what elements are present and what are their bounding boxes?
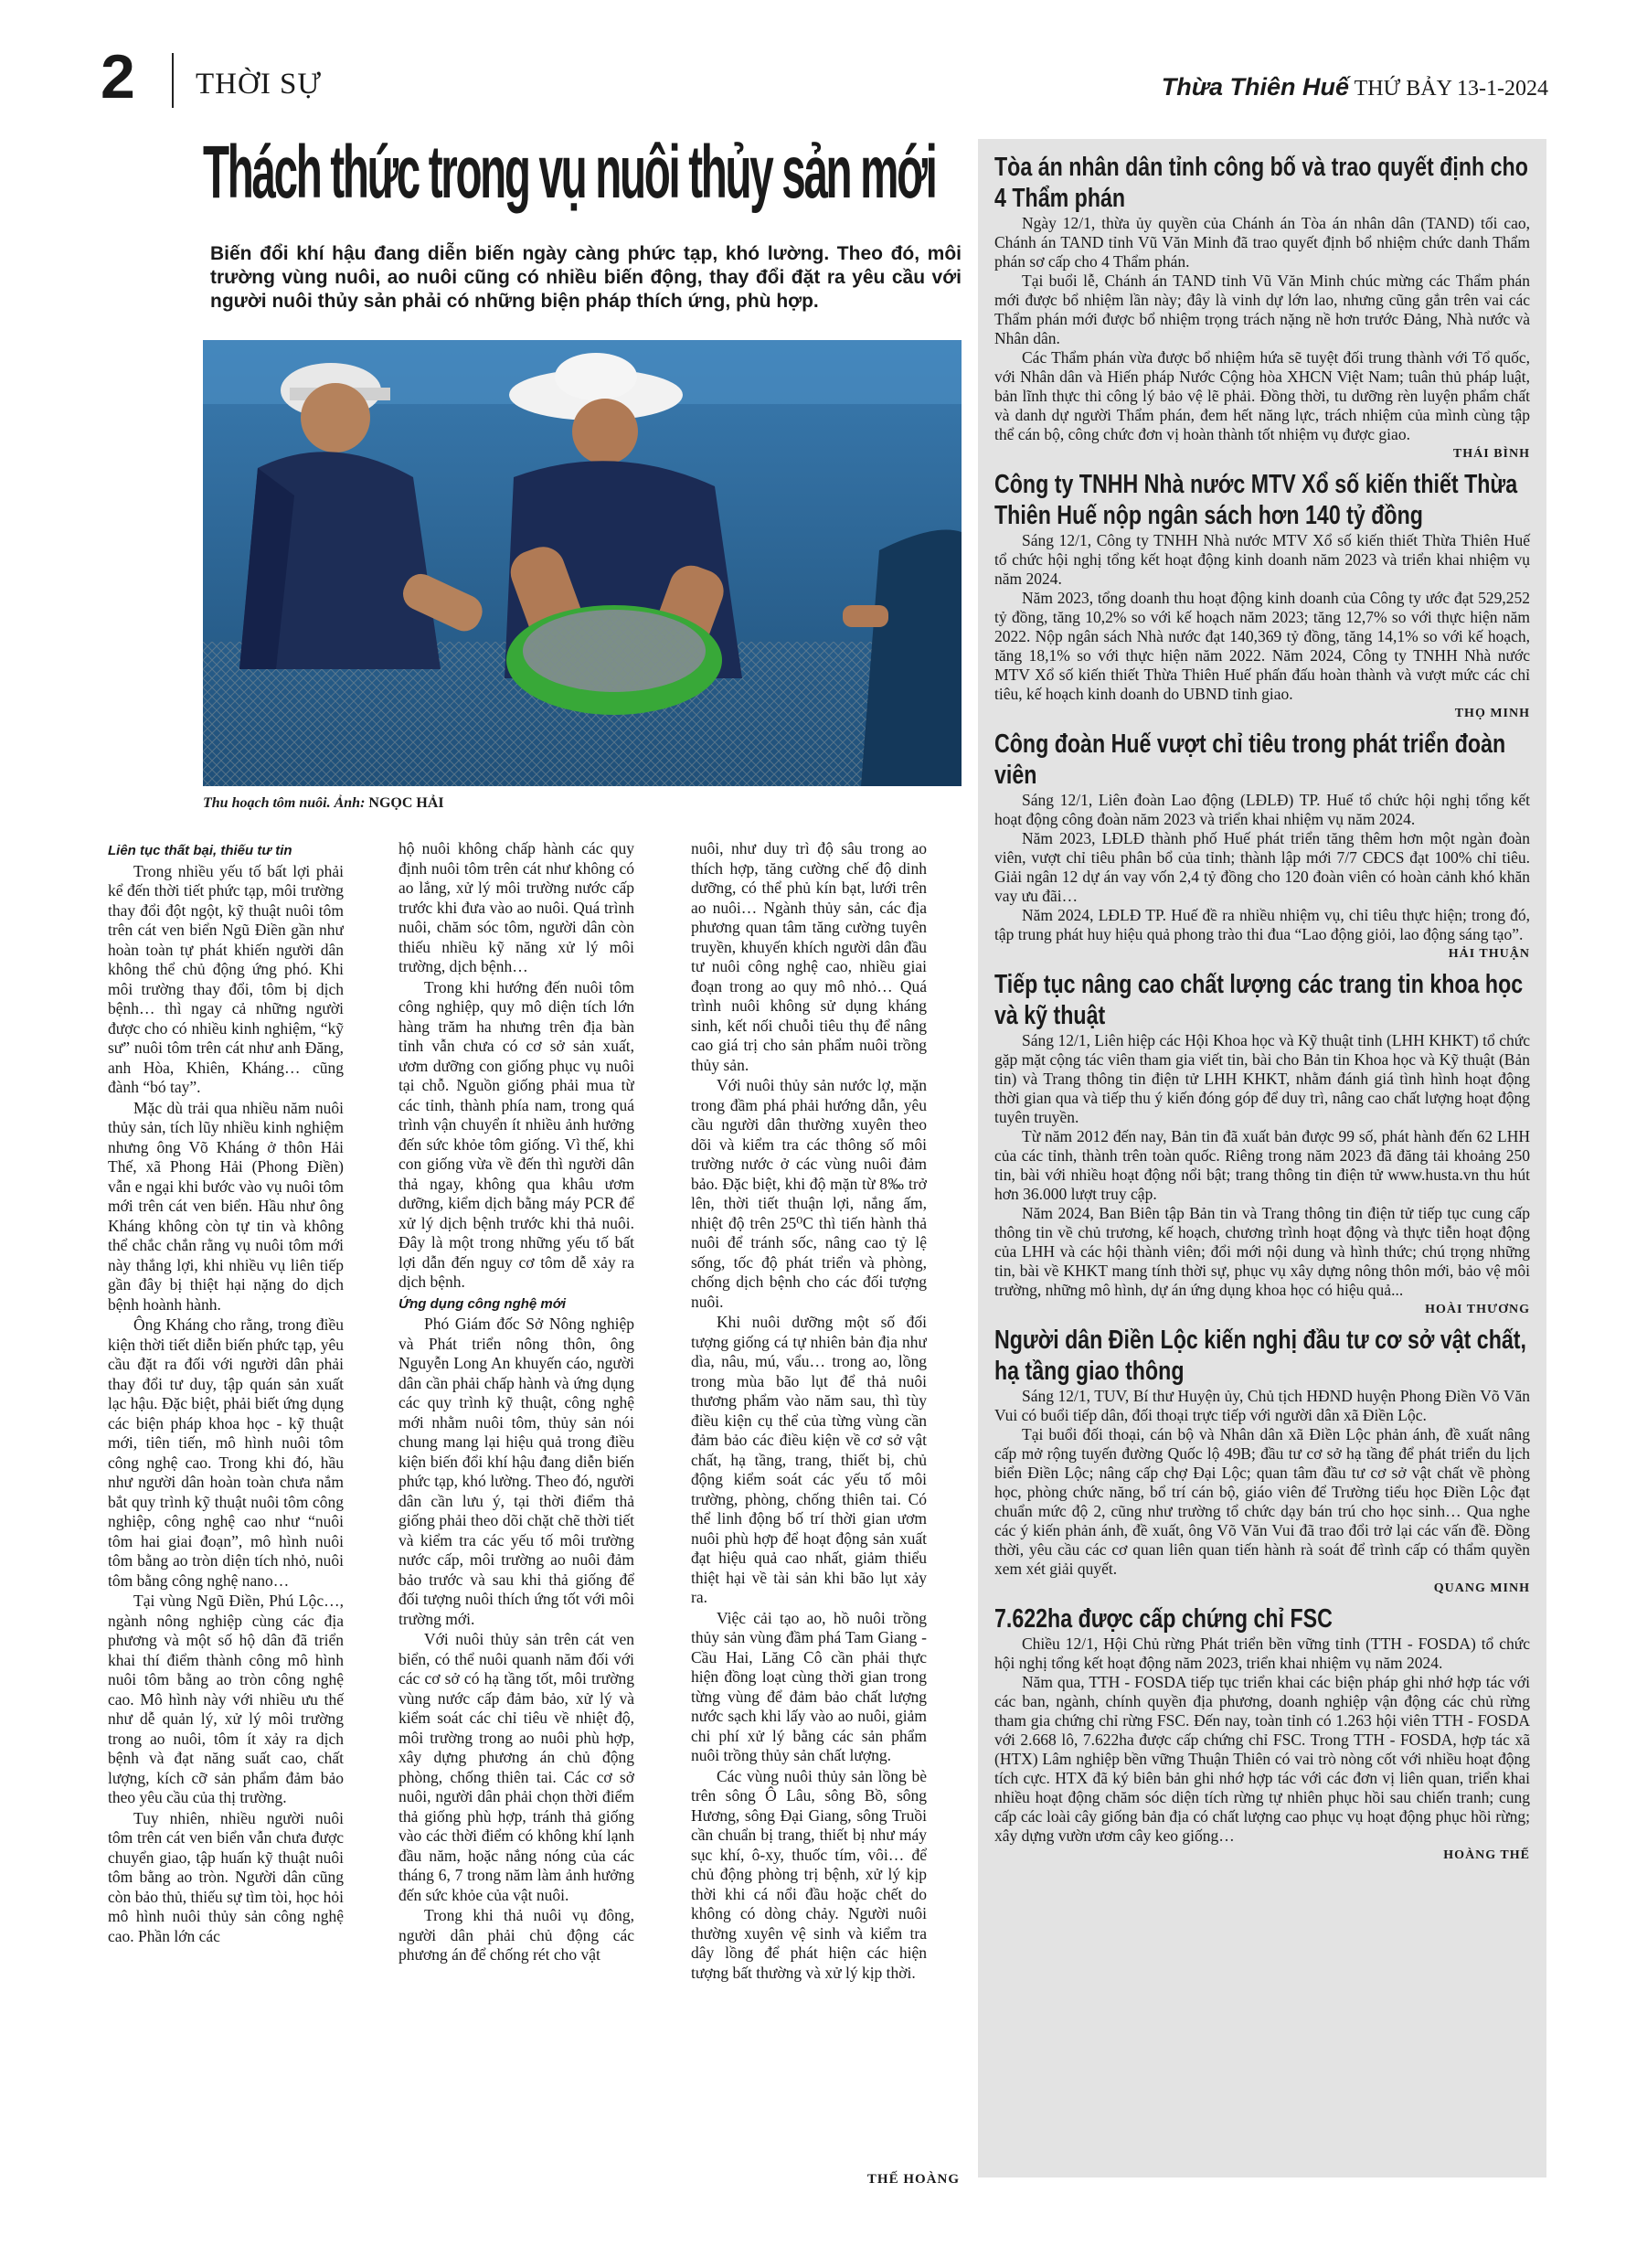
paragraph: Năm 2024, LĐLĐ TP. Huế đề ra nhiều nhiệm vụ, chỉ tiêu thực hiện; trong đó, tập trung phát huy hiệu quả phong trào thi đua “Lao động giỏi, lao động sáng tạo”.: [994, 906, 1530, 943]
main-column-3: [691, 839, 927, 2169]
masthead: [101, 44, 1548, 117]
news-brief-column: [978, 139, 1546, 2177]
photo-credit: NGỌC HẢI: [368, 795, 444, 811]
paragraph: Sáng 12/1, Liên hiệp các Hội Khoa học và Kỹ thuật tỉnh (LHH KHKT) tổ chức gặp mặt cộng tác viên tham gia viết tin, bài cho Bản tin Khoa học và Kỹ thuật (Bản tin) và Trang thông tin điện tử LHH KHKT, nhằm đánh giá tình hình hoạt động thời gian qua và tiếp thu ý kiến đóng góp để duy trì, nâng cao chất lượng hoạt động tuyên truyền.: [994, 1031, 1530, 1126]
news-body: [994, 531, 1530, 704]
article-photo: [203, 340, 962, 786]
paragraph: Chiều 12/1, Hội Chủ rừng Phát triển bền vững tỉnh (TTH - FOSDA) tổ chức hội nghị tổng kết hoạt động năm 2023, triển khai nhiệm vụ năm 2024.: [994, 1634, 1530, 1672]
paragraph: Trong khi hướng đến nuôi tôm công nghiệp, quy mô diện tích lớn hàng trăm ha nhưng trên địa bàn tỉnh vẫn chưa có cơ sở sản xuất, ươm dưỡng con giống phục vụ nuôi tại chỗ. Nguồn giống phải mua từ các tỉnh, thành phía nam, trong quá trình vận chuyển ít nhiều ảnh hưởng đến sức khỏe tôm giống. Vì thế, khi con giống vừa về đến thì người dân thả ngay, không qua khâu ươm dưỡng, kiểm dịch bằng máy PCR để xử lý dịch bệnh trước khi thả nuôi. Đây là một trong những yếu tố bất lợi dẫn đến nguy cơ tôm dễ xảy ra dịch bệnh.: [398, 977, 634, 1291]
newspaper-name: Thừa Thiên Huế: [1161, 73, 1350, 101]
news-item: [994, 1603, 1530, 1863]
news-body: [994, 214, 1530, 444]
paragraph: Với nuôi thủy sản trên cát ven biển, có thể nuôi quanh năm đối với các cơ sở có hạ tầng tốt, môi trường vùng nước cấp đảm bảo, xử lý và kiểm soát các chỉ tiêu về nhiệt độ, môi trường trong ao nuôi phù hợp, xây dựng phương án chủ động phòng, chống thiên tai. Các cơ sở nuôi, người dân phải chọn thời điểm thả giống phù hợp, tránh thả giống vào các thời điểm có không khí lạnh đầu năm, hoặc nắng nóng của các tháng 6, 7 trong năm làm ảnh hưởng đến sức khỏe của vật nuôi.: [398, 1630, 634, 1904]
main-headline: Thách thức trong vụ nuôi thủy sản mới: [203, 131, 936, 214]
main-column-1: [108, 839, 344, 2169]
news-title: Công ty TNHH Nhà nước MTV Xổ số kiến thiết Thừa Thiên Huế nộp ngân sách hơn 140 tỷ đồng: [994, 470, 1518, 530]
paragraph: hộ nuôi không chấp hành các quy định nuôi tôm trên cát như không có ao lắng, xử lý môi trường nước cấp trước khi đưa vào ao nuôi. Quá trình nuôi, chăm sóc tôm, người dân còn thiếu nhiều kỹ năng xử lý môi trường, dịch bệnh…: [398, 839, 634, 975]
paragraph: Với nuôi thủy sản nước lợ, mặn trong đầm phá phải hướng dẫn, yêu cầu người dân thường xuyên theo dõi và kiểm tra các thông số môi trường nước ở các vùng nuôi đảm bảo. Đặc biệt, khi độ mặn từ 8‰ trở lên, thời tiết thuận lợi, nắng ấm, nhiệt độ trên 25⁰C thì tiến hành thả nuôi để tránh sốc, nâng cao tỷ lệ sống, tốc độ phát triển và phòng, chống dịch bệnh cho các đối tượng nuôi.: [691, 1076, 927, 1311]
news-item: [994, 1325, 1530, 1596]
page-number: 2: [101, 42, 135, 112]
paragraph: Tại buổi lễ, Chánh án TAND tỉnh Vũ Văn Minh chúc mừng các Thẩm phán mới được bổ nhiệm lần này; đây là vinh dự lớn lao, nhưng cũng gắn trên vai các Thẩm phán mới được bổ nhiệm trọng trách nặng nề hơn trước Đảng, Nhà nước và Nhân dân.: [994, 272, 1530, 347]
paragraph: Trong nhiều yếu tố bất lợi phải kể đến thời tiết phức tạp, môi trường thay đổi đột ngột, kỹ thuật nuôi tôm trên cát ven biển Ngũ Điền gần như hoàn toàn tự phát khiến người dân không thể chủ động ứng phó. Khi môi trường thay đổi, tôm bị dịch bệnh… thì ngay cả những người được cho có nhiều kinh nghiệm, “kỹ sư” nuôi tôm trên cát như anh Đăng, anh Hòa, Khiên, Kháng… cũng đành “bó tay”.: [108, 861, 344, 1096]
news-body: [994, 791, 1530, 944]
paragraph: Sáng 12/1, Công ty TNHH Nhà nước MTV Xổ số kiến thiết Thừa Thiên Huế tổ chức hội nghị tổng kết hoạt động kinh doanh năm 2023 và triển khai nhiệm vụ năm 2024.: [994, 531, 1530, 588]
photo-caption: [203, 795, 444, 812]
caption-text: Thu hoạch tôm nuôi. Ảnh:: [203, 795, 366, 811]
paragraph: Năm 2023, tổng doanh thu hoạt động kinh doanh của Công ty ước đạt 529,252 tỷ đồng, tăng 10,2% so với kế hoạch năm 2023; tăng 12,7% so với thực hiện năm 2022. Nộp ngân sách Nhà nước đạt 140,369 tỷ đồng, tăng 14,1% so với kế hoạch, tăng 18,1% so với thực hiện năm 2022. Năm 2024, Công ty TNHH Nhà nước MTV Xổ số kiến thiết Thừa Thiên Huế phấn đấu hoàn thành và vượt mức các chỉ tiêu, kế hoạch kinh doanh do UBND tỉnh giao.: [994, 589, 1530, 703]
newspaper-brand: [1162, 73, 1548, 101]
paragraph: Phó Giám đốc Sở Nông nghiệp và Phát triển nông thôn, ông Nguyễn Long An khuyến cáo, người dân cần phải chấp hành và ứng dụng các quy trình kỹ thuật, công nghệ mới nhằm nuôi tôm, thủy sản nói chung mang lại hiệu quả trong điều kiện biến đổi khí hậu đang diễn biến phức tạp, khó lường. Theo đó, người dân cần lưu ý, tại thời điểm thả giống phải theo dõi chặt chẽ thời tiết và kiểm tra các yếu tố môi trường nước cấp, môi trường ao nuôi đảm bảo trước và sau khi thả giống để đối tượng nuôi thích ứng tốt với môi trường mới.: [398, 1315, 634, 1628]
main-column-2: [398, 839, 634, 2169]
paragraph: Từ năm 2012 đến nay, Bản tin đã xuất bản được 99 số, phát hành đến 62 LHH của các tỉnh, thành trên toàn quốc. Riêng trong năm 2023 đã đăng tải khoảng 250 tin, bài với nhiều hoạt động nổi bật; trang thông tin điện tử www.husta.vn thu hút hơn 36.000 lượt truy cập.: [994, 1127, 1530, 1203]
paragraph: Các vùng nuôi thủy sản lồng bè trên sông Ô Lâu, sông Bồ, sông Hương, sông Đại Giang, sông Truồi cần chuẩn bị trang, thiết bị như máy sục khí, ô-xy, thuốc tím, vôi… để chủ động phòng trị bệnh, xử lý kịp thời khi cá nổi đầu hoặc chết do không có dòng chảy. Người nuôi thường xuyên vệ sinh và kiểm tra dây lồng để phát hiện các hiện tượng bất thường và xử lý kịp thời.: [691, 1766, 927, 1982]
paragraph: Trong khi thả nuôi vụ đông, người dân phải chủ động các phương án để chống rét cho vật: [398, 1906, 634, 1964]
paragraph: Sáng 12/1, Liên đoàn Lao động (LĐLĐ) TP. Huế tổ chức hội nghị tổng kết hoạt động công đoàn năm 2023 và triển khai nhiệm vụ năm 2024.: [994, 791, 1530, 828]
paragraph: Các Thẩm phán vừa được bổ nhiệm hứa sẽ tuyệt đối trung thành với Tổ quốc, với Nhân dân và Hiến pháp Nước Cộng hòa XHCN Việt Nam; tuân thủ pháp luật, bản lĩnh thực thi công lý bảo vệ lẽ phải. Đồng thời, tu dưỡng rèn luyện phẩm chất và danh dự người Thẩm phán, đem hết năng lực, trách nhiệm của mình cùng tập thể cán bộ, công chức đơn vị hoàn thành tốt nhiệm vụ được giao.: [994, 348, 1530, 443]
section-title: THỜI SỰ: [196, 68, 323, 101]
shrimp-basket: [506, 605, 722, 715]
subhead-2: Ứng dụng công nghệ mới: [398, 1295, 567, 1312]
news-byline: THÁI BÌNH: [1452, 447, 1530, 461]
paragraph: Tuy nhiên, nhiều người nuôi tôm trên cát ven biển vẫn chưa được chuyển giao, tập huấn kỹ thuật nuôi tôm bằng ao tròn. Người dân cũng còn bảo thủ, thiếu sự tìm tòi, học hỏi mô hình nuôi thủy sản công nghệ cao. Phần lớn các: [108, 1808, 344, 1945]
news-body: [994, 1634, 1530, 1846]
paragraph: Tại buổi đối thoại, cán bộ và Nhân dân xã Điền Lộc phản ánh, đề xuất nâng cấp mở rộng tuyến đường Quốc lộ 49B; đầu tư cơ sở hạ tầng để phát triển du lịch biển Điền Lộc; nâng cấp chợ Đại Lộc; quan tâm đầu tư cơ sở vật chất về phòng học, phòng chức năng, bổ trí cán bộ, giáo viên để Trường tiểu học Điền Lộc đạt chuẩn mức độ 2, cũng như trường tổ chức dạy bán trú cho học sinh… Qua nghe các ý kiến phản ánh, đề xuất, ông Võ Văn Vui đã trao đổi trở lại các vấn đề. Đồng thời, yêu cầu các cơ quan liên quan tiến hành rà soát để trình cấp có thẩm quyền xem xét giải quyết.: [994, 1425, 1530, 1578]
paragraph: Năm 2024, Ban Biên tập Bản tin và Trang thông tin điện tử tiếp tục cung cấp thông tin về chủ trương, kế hoạch, chương trình hoạt động và thực tiễn hoạt động của LHH và các hội thành viên; đổi mới nội dung và hình thức; chú trọng những tin, bài về KHKT mang tính thời sự, phục vụ xây dựng nông thôn mới, bảo vệ môi trường, những mô hình, dự án ứng dụng khoa học có hiệu quả...: [994, 1204, 1530, 1299]
news-byline: QUANG MINH: [1433, 1581, 1530, 1595]
news-title: Tiếp tục nâng cao chất lượng các trang tin khoa học và kỹ thuật: [994, 970, 1524, 1030]
paragraph: Năm 2023, LĐLĐ thành phố Huế phát triển tăng thêm hơn một ngàn đoàn viên, vượt chỉ tiêu phân bổ của tỉnh; thành lập mới 7/7 CĐCS đạt 100% chỉ tiêu. Giải ngân 12 dự án vay vốn 2,4 tỷ đồng cho 120 đoàn viên có hoàn cảnh khó khăn vay ưu đãi…: [994, 829, 1530, 905]
news-body: [994, 1031, 1530, 1300]
paragraph: nuôi, như duy trì độ sâu trong ao thích hợp, tăng cường chế độ dinh dưỡng, có thể phủ kín bạt, lưới trên ao nuôi… Ngành thủy sản, các địa phương quan tâm tăng cường tuyên truyền, khuyến khích người dân đầu tư nuôi công nghệ cao, nhiều giai đoạn trong ao quy mô nhỏ… Quá trình nuôi không sử dụng kháng sinh, kết nối chuỗi tiêu thụ để nâng cao giá trị cho sản phẩm nuôi trồng thủy sản.: [691, 839, 927, 1074]
news-item: [994, 729, 1530, 962]
paragraph: Sáng 12/1, TUV, Bí thư Huyện ủy, Chủ tịch HĐND huyện Phong Điền Võ Văn Vui có buổi tiếp dân, đối thoại trực tiếp với người dân xã Điền Lộc.: [994, 1387, 1530, 1424]
paragraph: Tại vùng Ngũ Điền, Phú Lộc…, ngành nông nghiệp cùng các địa phương và một số hộ dân đã triển khai thí điểm thành công mô hình nuôi tôm bằng ao tròn công nghệ cao. Mô hình này với nhiều ưu thế như dễ quản lý, xử lý môi trường trong ao nuôi, tôm ít xảy ra dịch bệnh và đạt năng suất cao, chất lượng, kích cỡ sản phẩm đảm bảo theo yêu cầu của thị trường.: [108, 1592, 344, 1806]
paragraph: Mặc dù trải qua nhiều năm nuôi thủy sản, tích lũy nhiều kinh nghiệm nhưng ông Võ Kháng ở thôn Hải Thế, xã Phong Hải (Phong Điền) vẫn e ngại khi bước vào vụ nuôi tôm mới trên cát ven biển. Hầu như ông Kháng không còn tự tin và không thể chắc chắn rằng vụ nuôi tôm mới này thắng lợi, khi nhiều vụ liên tiếp gần đây bị thiệt hại nặng do dịch bệnh hoành hành.: [108, 1098, 344, 1314]
paragraph: Khi nuôi dưỡng một số đối tượng giống cá tự nhiên bản địa như dìa, nâu, mú, vẩu… trong ao, lồng trong mùa bão lụt để thả nuôi thương phẩm vào năm sau, thì tùy điều kiện cụ thể của từng vùng cần đảm bảo các điều kiện về cơ sở vật chất, hạ tầng, trang, thiết bị, chủ động kiểm soát các yếu tố môi trường, phòng, chống thiên tai. Có thể linh động bố trí thời gian ươm nuôi phù hợp để hoạt động sản xuất đạt hiệu quả cao nhất, giảm thiểu thiệt hại về tài sản khi bão lụt xảy ra.: [691, 1313, 927, 1606]
main-sapo: Biến đổi khí hậu đang diễn biến ngày càng phức tạp, khó lường. Theo đó, môi trường vùng nuôi, ao nuôi cũng có nhiều biến động, thay đổi đặt ra yêu cầu với người nuôi thủy sản phải có những biện pháp thích ứng, phù hợp.: [210, 243, 962, 312]
paragraph: Việc cải tạo ao, hồ nuôi trồng thủy sản vùng đầm phá Tam Giang - Cầu Hai, Lăng Cô cần phải thực hiện đồng loạt cùng thời gian trong từng vùng để đảm bảo chất lượng nước sạch khi lấy vào ao nuôi, giảm chi phí xử lý bằng các sản phẩm nuôi trồng thủy sản chất lượng.: [691, 1608, 927, 1764]
news-byline: HẢI THUẬN: [1448, 947, 1530, 961]
paragraph: Ngày 12/1, thừa ủy quyền của Chánh án Tòa án nhân dân (TAND) tối cao, Chánh án TAND tỉnh Vũ Văn Minh đã trao quyết định bổ nhiệm chức danh Thẩm phán sơ cấp cho 4 Thẩm phán.: [994, 214, 1530, 271]
news-byline: HOÀNG THẾ: [1443, 1848, 1530, 1862]
news-title: Tòa án nhân dân tỉnh công bố và trao quyết định cho 4 Thẩm phán: [994, 153, 1528, 213]
paragraph: Ông Kháng cho rằng, trong điều kiện thời tiết diễn biến phức tạp, yêu cầu đặt ra đối với người dân phải thay đổi tư duy, tập quán sản xuất lạc hậu. Đặc biệt, phải biết ứng dụng các biện pháp khoa học - kỹ thuật mới, tiên tiến, mô hình nuôi tôm công nghệ cao. Trong khi đó, hầu như người dân hoàn toàn chưa nắm bắt quy trình kỹ thuật nuôi tôm công nghiệp, công nghệ cao như “nuôi tôm hai giai đoạn”, mô hình nuôi tôm bằng ao tròn diện tích nhỏ, nuôi tôm bằng công nghệ nano…: [108, 1315, 344, 1590]
news-title: Người dân Điền Lộc kiến nghị đầu tư cơ sở vật chất, hạ tầng giao thông: [994, 1326, 1526, 1386]
news-item: [994, 469, 1530, 721]
subhead-1: Liên tục thất bại, thiếu tư tin: [108, 843, 292, 858]
masthead-divider: [172, 53, 174, 108]
issue-date: THỨ BẢY 13-1-2024: [1354, 77, 1548, 101]
main-byline: THẾ HOÀNG: [866, 2172, 960, 2187]
news-title: Công đoàn Huế vượt chỉ tiêu trong phát triển đoàn viên: [994, 729, 1506, 790]
news-item: [994, 152, 1530, 462]
news-byline: HOÀI THƯƠNG: [1425, 1303, 1530, 1316]
news-byline: THỌ MINH: [1454, 707, 1530, 720]
news-body: [994, 1387, 1530, 1579]
paragraph: Năm qua, TTH - FOSDA tiếp tục triển khai các biện pháp ghi nhớ hợp tác với các ban, ngành, chính quyền địa phương, doanh nghiệp vận động các chủ rừng tham gia chứng chỉ rừng FSC. Đến nay, toàn tỉnh có 1.263 hội viên TTH - FOSDA với 2.668 lô, 7.622ha được cấp chứng chỉ FSC. Trong TTH - FOSDA, hợp tác xã (HTX) Lâm nghiệp bền vững Thuận Thiên có vai trò nòng cốt với nhiều hoạt động tích cực. HTX đã ký biên bản ghi nhớ hợp tác với các đơn vị liên quan, triển khai nhiều hoạt động chăm sóc diện tích rừng tự nhiên phục hồi sau chiến tranh; cung cấp các loài cây giống bản địa có chất lượng cao phục vụ hoạt động phục hồi rừng; xây dựng vườn ươm cây keo giống…: [994, 1673, 1530, 1845]
news-item: [994, 969, 1530, 1317]
news-title: 7.622ha được cấp chứng chỉ FSC: [994, 1604, 1333, 1634]
